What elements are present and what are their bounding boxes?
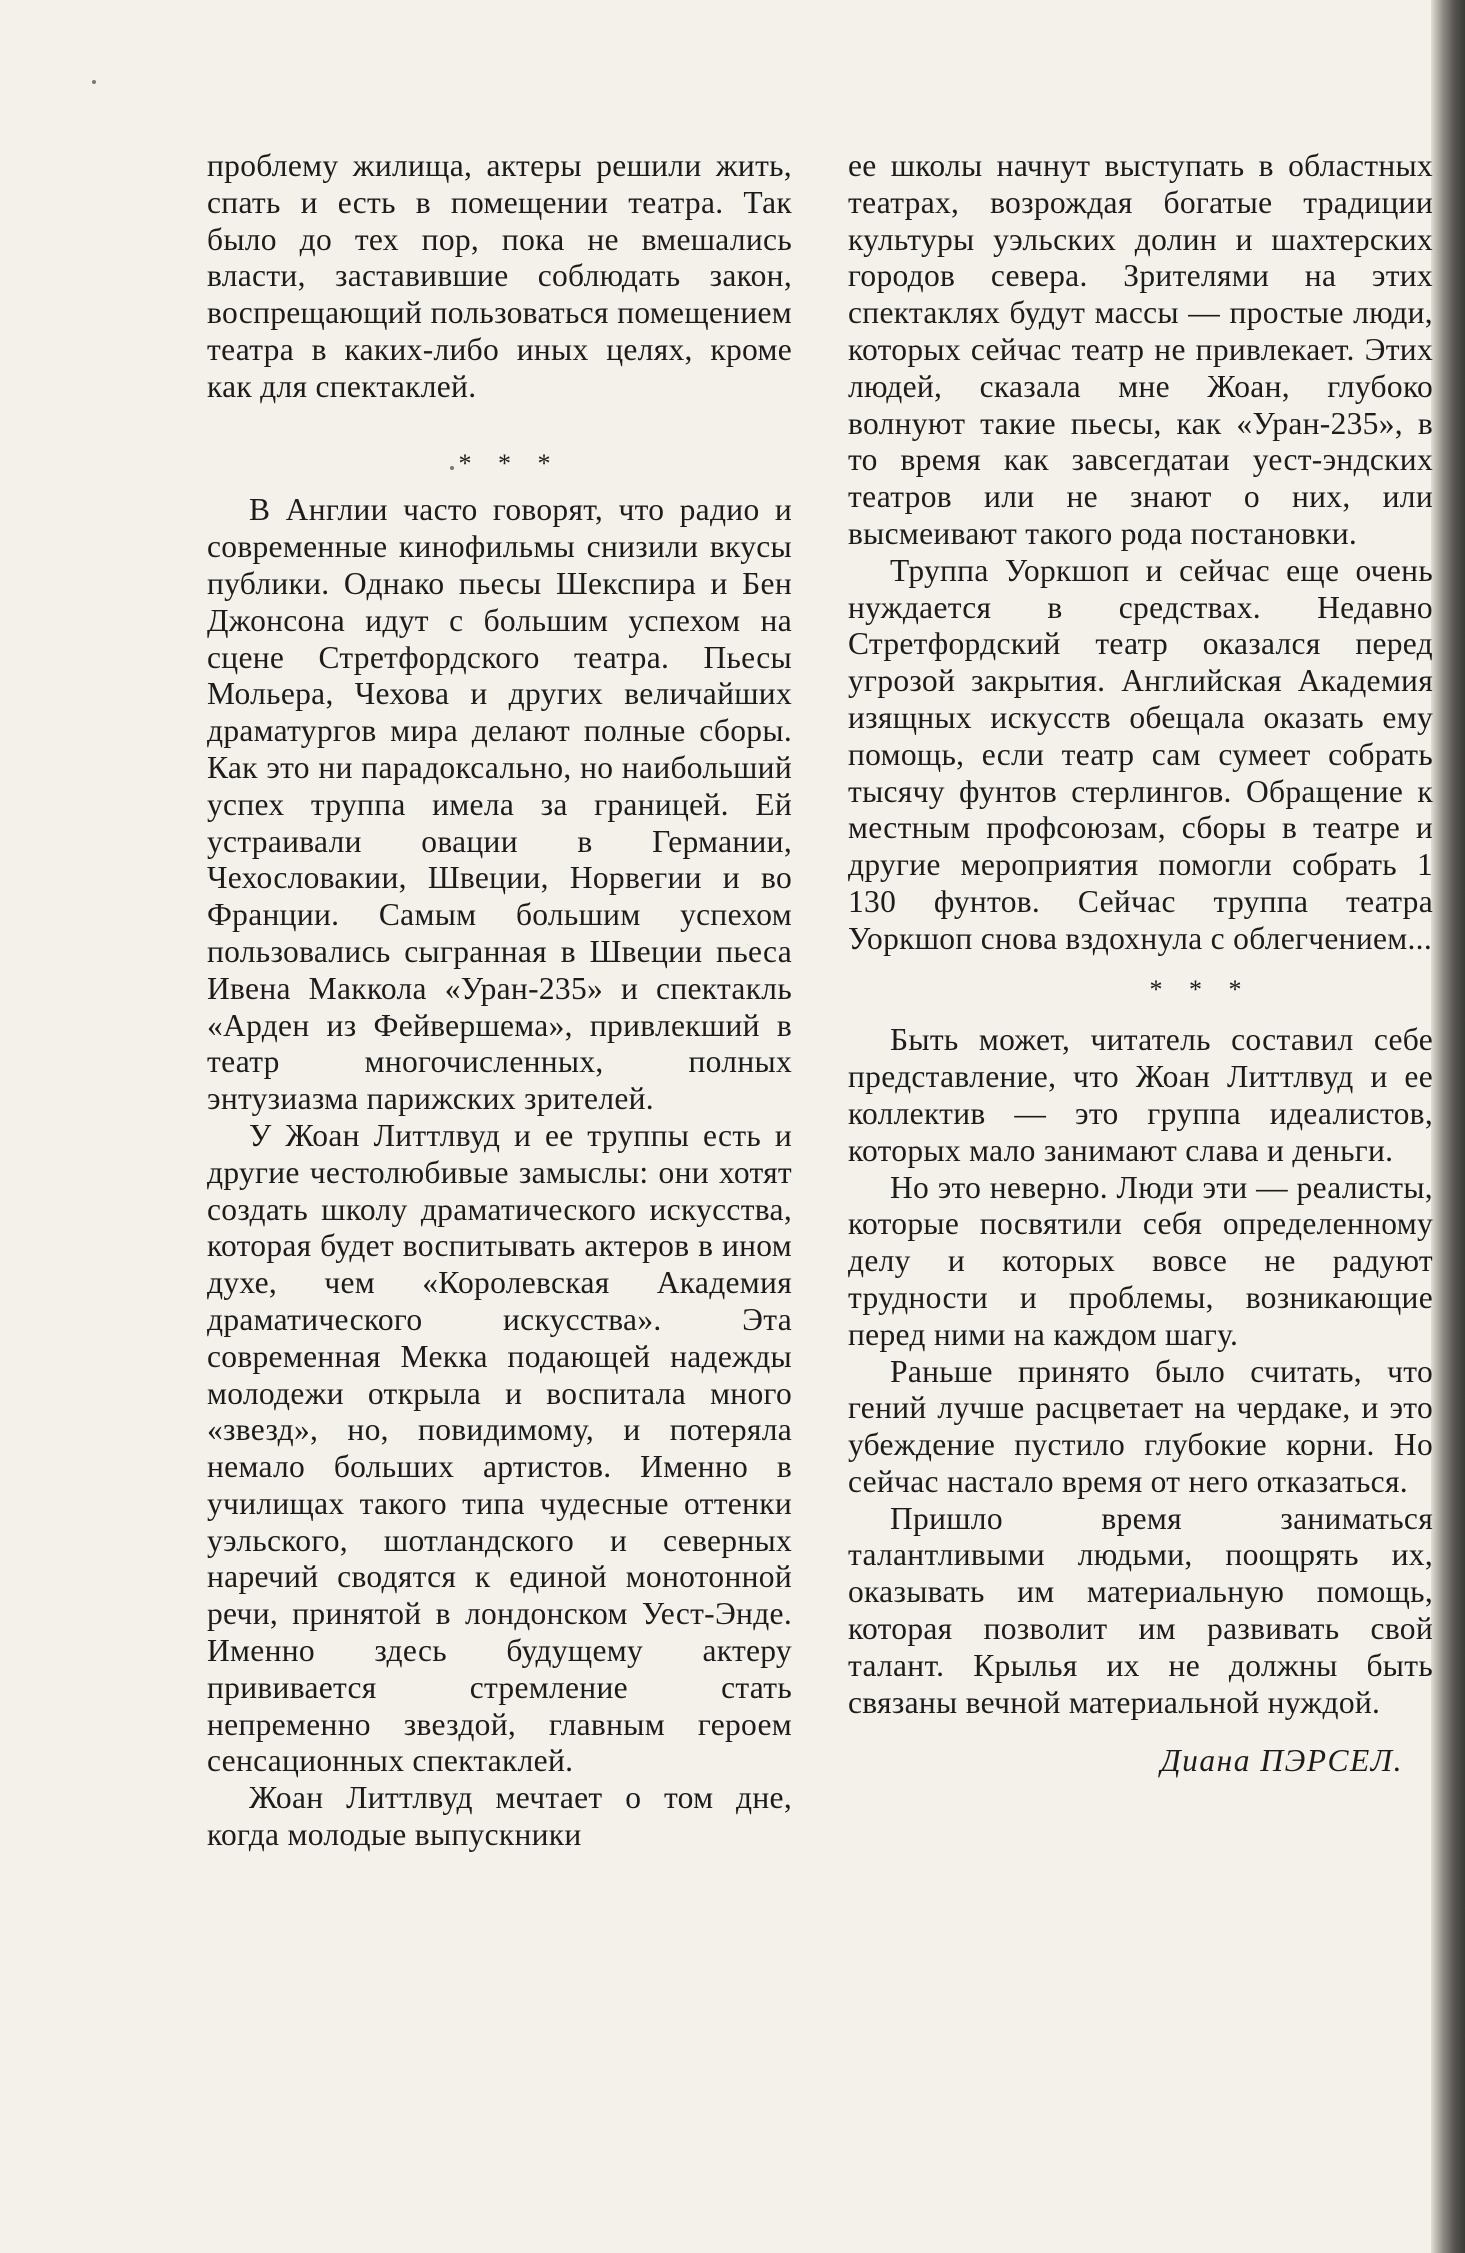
paragraph: Но это неверно. Люди эти — реалисты, которые посвятили себя определенному делу и которых вовсе не радуют трудности и проблемы, возникающие перед ними на каждом шагу. bbox=[848, 1169, 1433, 1352]
section-divider: * * * bbox=[1149, 974, 1252, 1004]
paragraph: Труппа Уоркшоп и сейчас еще очень нуждается в средствах. Недавно Стретфордский театр оказался перед угрозой закрытия. Английская Академия изящных искусств обещала оказать ему помощь, если театр сам сумеет собрать тысячу фунтов стерлингов. Обращение к местным профсоюзам, сборы в театре и другие мероприятия помогли собрать 1 130 фунтов. Сейчас труппа театра Уоркшоп снова вздохнула с облегчением... bbox=[848, 552, 1433, 956]
paragraph: ее школы начнут выступать в областных театрах, возрождая богатые традиции культуры уэльских долин и шахтерских городов севера. Зрителями на этих спектаклях будут массы — простые люди, которых сейчас театр не привлекает. Этих людей, сказала мне Жоан, глубоко волнуют такие пьесы, как «Уран-235», в то время как завсегдатаи уест-эндских театров или не знают о них, или высмеивают такого рода постановки. bbox=[848, 148, 1433, 551]
paragraph: У Жоан Литтлвуд и ее труппы есть и другие честолюбивые замыслы: они хотят создать школу драматического искусства, которая будет воспитывать актеров в ином духе, чем «Королевская Академия драматического искусства». Эта современная Мекка подающей надежды молодежи открыла и воспитала много «звезд», но, повидимому, и потеряла немало больших артистов. Именно в училищах такого типа чудесные оттенки уэльского, шотландского и северных наречий сводятся к единой монотонной речи, принятой в лондонском Уест-Энде. Именно здесь будущему актеру прививается стремление стать непременно звездой, главным героем сенсационных спектаклей. bbox=[207, 1117, 792, 1779]
page-edge-shadow bbox=[1431, 0, 1465, 2253]
paragraph: Жоан Литтлвуд мечтает о том дне, когда молодые выпускники bbox=[207, 1780, 792, 1853]
right-column bbox=[848, 148, 1433, 1780]
scan-speck bbox=[92, 80, 96, 84]
left-column bbox=[207, 148, 792, 1854]
paragraph: Раньше принято было считать, что гений лучше расцветает на чердаке, и это убеждение пустило глубокие корни. Но сейчас настало время от него отказаться. bbox=[848, 1353, 1433, 1499]
paragraph: Быть может, читатель составил себе представление, что Жоан Литтлвуд и ее коллектив — это группа идеалистов, которых мало занимают слава и деньги. bbox=[848, 1022, 1433, 1168]
paragraph: проблему жилища, актеры решили жить, спать и есть в помещении театра. Так было до тех пор, пока не вмешались власти, заставившие соблюдать закон, воспрещающий пользоваться помещением театра в каких-либо иных целях, кроме как для спектаклей. bbox=[207, 148, 792, 404]
section-divider: * * * bbox=[458, 448, 561, 478]
paragraph: В Англии часто говорят, что радио и современные кинофильмы снизили вкусы публики. Однако пьесы Шекспира и Бен Джонсона идут с большим успехом на сцене Стретфордского театра. Пьесы Мольера, Чехова и других величайших драматургов мира делают полные сборы. Как это ни парадоксально, но наибольший успех труппа имела за границей. Ей устраивали овации в Германии, Чехословакии, Швеции, Норвегии и во Франции. Самым большим успехом пользовались сыгранная в Швеции пьеса Ивена Маккола «Уран-235» и спектакль «Арден из Фейвершема», привлекший в театр многочисленных, полных энтузиазма парижских зрителей. bbox=[207, 492, 792, 1117]
author-signature: Диана ПЭРСЕЛ. bbox=[1160, 1743, 1403, 1779]
paragraph: Пришло время заниматься талантливыми людьми, поощрять их, оказывать им материальную помощь, которая позволит им развивать свой талант. Крылья их не должны быть связаны вечной материальной нуждой. bbox=[848, 1500, 1433, 1720]
